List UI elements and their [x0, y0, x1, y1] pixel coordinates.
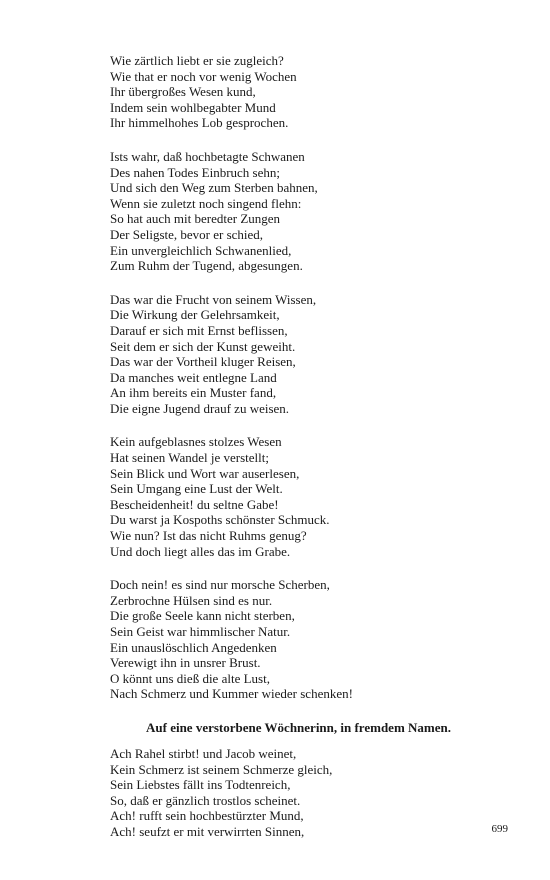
- verse-line: Nach Schmerz und Kummer wieder schenken!: [110, 686, 353, 702]
- verse-line: An ihm bereits ein Muster fand,: [110, 385, 277, 401]
- verse-line: Das war die Frucht von seinem Wissen,: [110, 291, 317, 307]
- verse-line: Doch nein! es sind nur morsche Scherben,: [110, 577, 330, 593]
- verse-line: Indem sein wohlbegabter Mund: [110, 99, 276, 115]
- verse-line: Zum Ruhm der Tugend, abgesungen.: [110, 258, 303, 274]
- stanza-4: [110, 434, 510, 559]
- verse-line: Ach Rahel stirbt! und Jacob weinet,: [110, 745, 297, 761]
- verse-line: Sein Liebstes fällt ins Todtenreich,: [110, 777, 291, 793]
- verse-line: Da manches weit entlegne Land: [110, 369, 277, 385]
- verse-line: Die eigne Jugend drauf zu weisen.: [110, 400, 290, 416]
- verse-line: Zerbrochne Hülsen sind es nur.: [110, 592, 273, 608]
- verse-line: Seit dem er sich der Kunst geweiht.: [110, 338, 296, 354]
- poem-title: Auf eine verstorbene Wöchnerinn, in fremdem Namen.: [146, 719, 451, 735]
- verse-line: Ein unauslöschlich Angedenken: [110, 639, 277, 655]
- verse-line: Bescheidenheit! du seltne Gabe!: [110, 496, 279, 512]
- page-body: [110, 53, 510, 858]
- verse-line: Das war der Vortheil kluger Reisen,: [110, 354, 296, 370]
- verse-line: Wenn sie zuletzt noch singend flehn:: [110, 195, 302, 211]
- verse-line: Die Wirkung der Gelehrsamkeit,: [110, 307, 280, 323]
- verse-line: Und sich den Weg zum Sterben bahnen,: [110, 180, 318, 196]
- verse-line: Wie zärtlich liebt er sie zugleich?: [110, 53, 284, 68]
- verse-line: Ihr himmelhohes Lob gesprochen.: [110, 115, 289, 131]
- verse-line: Hat seinen Wandel je verstellt;: [110, 450, 269, 466]
- verse-line: Die große Seele kann nicht sterben,: [110, 608, 295, 624]
- verse-line: Verewigt ihn in unsrer Brust.: [110, 655, 261, 671]
- verse-line: So hat auch mit beredter Zungen: [110, 211, 281, 227]
- verse-line: Wie that er noch vor wenig Wochen: [110, 68, 297, 84]
- stanza-5: [110, 577, 510, 702]
- verse-line: Ein unvergleichlich Schwanenlied,: [110, 242, 292, 258]
- verse-line: Des nahen Todes Einbruch sehn;: [110, 164, 280, 180]
- stanza-1: [110, 53, 510, 131]
- verse-line: Kein Schmerz ist seinem Schmerze gleich,: [110, 761, 333, 777]
- next-poem-stanza: [110, 746, 510, 840]
- verse-line: Und doch liegt alles das im Grabe.: [110, 543, 291, 559]
- verse-line: Ach! rufft sein hochbestürzter Mund,: [110, 808, 304, 824]
- verse-line: O könnt uns dieß die alte Lust,: [110, 670, 270, 686]
- stanza-2: [110, 149, 510, 274]
- verse-line: Ihr übergroßes Wesen kund,: [110, 84, 256, 100]
- verse-line: Wie nun? Ist das nicht Ruhms genug?: [110, 528, 307, 544]
- verse-line: Sein Geist war himmlischer Natur.: [110, 624, 291, 639]
- verse-line: Der Seligste, bevor er schied,: [110, 226, 264, 242]
- verse-line: Ists wahr, daß hochbetagte Schwanen: [110, 148, 305, 164]
- verse-line: Darauf er sich mit Ernst beflissen,: [110, 322, 288, 338]
- verse-line: Kein aufgeblasnes stolzes Wesen: [110, 434, 282, 450]
- stanza-3: [110, 292, 510, 417]
- page-number: 699: [491, 823, 508, 835]
- verse-line: Sein Blick und Wort war auserlesen,: [110, 465, 300, 481]
- verse-line: So, daß er gänzlich trostlos scheinet.: [110, 792, 301, 808]
- verse-line: Sein Umgang eine Lust der Welt.: [110, 481, 283, 497]
- verse-line: Ach! seufzt er mit verwirrten Sinnen,: [110, 823, 305, 839]
- verse-line: Du warst ja Kospoths schönster Schmuck.: [110, 512, 330, 528]
